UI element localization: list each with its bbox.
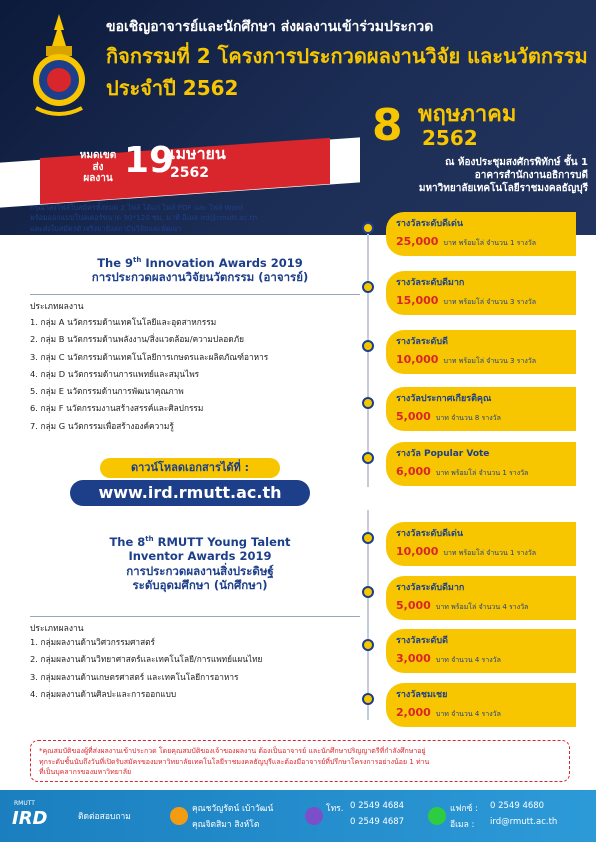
timeline-pin: [362, 281, 374, 293]
prize-title: รางวัลระดับดี: [396, 636, 448, 646]
phone-label: โทร.: [326, 804, 344, 814]
section2-title-text: The 8: [109, 535, 146, 549]
university-emblem-icon: [28, 12, 90, 122]
fax-label: แฟกซ์ :: [450, 804, 478, 814]
venue-line: อาคารสำนักงานอธิการบดี: [474, 170, 588, 181]
prize-detail: บาท พร้อมโล่ จำนวน 4 รางวัล: [435, 603, 529, 611]
timeline-pin: [362, 452, 374, 464]
section2-title-text: RMUTT Young Talent: [153, 535, 291, 549]
prize-amount: 25,000: [396, 235, 439, 248]
notice-line: ที่เป็นบุคลากรของมหาวิทยาลัย: [39, 768, 132, 776]
list-item: 2. กลุ่ม B นวัตกรรมด้านพลังงาน/สิ่งแวดล้อม/ความปลอดภัย: [30, 334, 244, 345]
section1-title-text: Innovation Awards 2019: [141, 256, 303, 270]
download-link[interactable]: www.ird.rmutt.ac.th: [70, 480, 310, 506]
phone-number[interactable]: 0 2549 4687: [350, 817, 405, 827]
prize-title: รางวัลระดับดีเด่น: [396, 219, 463, 229]
event-venue: [360, 156, 588, 195]
prize-detail: บาท พร้อมโล่ จำนวน 1 รางวัล: [443, 549, 536, 557]
deadline-label: [78, 150, 118, 185]
notice-line: ทุกระดับชั้นนับถึงวันที่เปิดรับสมัครของมหาวิทยาลัยเทคโนโลยีราชมงคลธัญบุรีและต้องมีอาจารย์ที่ปรึกษาโครงการอย่างน้อย 1 ท่าน: [39, 757, 430, 766]
list-item: 1. กลุ่ม A นวัตกรรมด้านเทคโนโลยีและอุตสาหกรรม: [30, 317, 217, 327]
section1-title: [40, 256, 360, 285]
section1-title-text: The 9: [97, 256, 134, 270]
section1-category-heading: ประเภทผลงาน: [30, 302, 84, 312]
section2-heading-line2: Inventor Awards 2019: [128, 549, 272, 564]
submission-note: [30, 203, 340, 234]
timeline-pin: [362, 397, 374, 409]
section2-category-heading: ประเภทผลงาน: [30, 624, 84, 634]
list-item: 4. กลุ่มผลงานด้านศิลปะและการออกแบบ: [30, 688, 177, 699]
list-item: 5. กลุ่ม E นวัตกรรมด้านการพัฒนาคุณภาพ: [30, 386, 184, 397]
list-item: 4. กลุ่ม D นวัตกรรมด้านการแพทย์และสมุนไพร: [30, 368, 200, 379]
venue-line: มหาวิทยาลัยเทคโนโลยีราชมงคลธัญบุรี: [418, 183, 588, 194]
timeline-pin: [362, 693, 374, 705]
event-year: 2562: [422, 126, 478, 150]
eligibility-notice: [30, 740, 570, 782]
event-day: 8: [372, 100, 403, 151]
footer-logo: IRD: [12, 808, 48, 829]
person-icon: [170, 807, 188, 825]
prize-card: [386, 387, 576, 431]
list-item: 7. กลุ่ม G นวัตกรรมเพื่อสร้างองค์ความรู้: [30, 420, 174, 431]
prize-detail: บาท พร้อมโล่ จำนวน 1 รางวัล: [443, 239, 536, 247]
prize-title: รางวัลระดับดี: [396, 337, 448, 347]
submission-note-line: กรุณาส่งไฟล์ใบสมัครทั้งหมด 2 ไฟล์ ได้แก่ ไฟล์ PDF และ ไฟล์ Word: [30, 203, 243, 212]
deadline-label-line: ส่ง: [92, 161, 104, 173]
prize-title: รางวัลระดับดีมาก: [396, 278, 465, 288]
prize-card: [386, 212, 576, 256]
prize-amount: 2,000: [396, 706, 431, 719]
section2-divider: [30, 616, 360, 617]
timeline-line: [367, 222, 369, 487]
prize-title: รางวัล Popular Vote: [396, 449, 490, 459]
download-label: ดาวน์โหลดเอกสารได้ที่ :: [100, 458, 280, 478]
prize-detail: บาท จำนวน 4 รางวัล: [435, 656, 501, 664]
section2-subtitle: การประกวดผลงานสิ่งประดิษฐ์: [126, 563, 274, 578]
section1-divider: [30, 294, 360, 295]
prize-card: [386, 683, 576, 727]
prize-detail: บาท พร้อมโล่ จำนวน 3 รางวัล: [443, 357, 536, 365]
prize-amount: 10,000: [396, 353, 439, 366]
prize-detail: บาท จำนวน 8 รางวัล: [435, 414, 501, 422]
prize-amount: 5,000: [396, 410, 431, 423]
fax-number: 0 2549 4680: [490, 801, 545, 811]
page-title-year: ประจำปี 2562: [106, 76, 239, 100]
section2-heading: [40, 535, 360, 549]
phone-icon: [305, 807, 323, 825]
prize-title: รางวัลชมเชย: [396, 690, 448, 700]
invitation-text: ขอเชิญอาจารย์และนักศึกษา ส่งผลงานเข้าร่วมประกวด: [106, 19, 434, 35]
list-item: 6. กลุ่ม F นวัตกรรมงานสร้างสรรค์และศิลปกรรม: [30, 403, 204, 414]
prize-amount: 5,000: [396, 599, 431, 612]
section2-category-list: [30, 634, 360, 703]
email-label: อีเมล :: [450, 820, 475, 830]
deadline-month: เมษายน: [170, 144, 226, 163]
phone-number[interactable]: 0 2549 4684: [350, 801, 405, 811]
section1-title-sup: th: [133, 256, 142, 265]
event-month: พฤษภาคม: [418, 102, 517, 127]
timeline-pin: [362, 639, 374, 651]
list-item: 3. กลุ่ม C นวัตกรรมด้านเทคโนโลยีการเกษตรและผลิตภัณฑ์อาหาร: [30, 351, 269, 362]
deadline-year: 2562: [170, 165, 209, 181]
list-item: 1. กลุ่มผลงานด้านวิศวกรรมศาสตร์: [30, 637, 156, 647]
prize-title: รางวัลระดับดีเด่น: [396, 529, 463, 539]
prize-detail: บาท พร้อมโล่ จำนวน 1 รางวัล: [435, 469, 529, 477]
notice-line: *คุณสมบัติของผู้ที่ส่งผลงานเข้าประกวด โดยคุณสมบัติของเจ้าของผลงาน ต้องเป็นอาจารย์ และนักศึกษาปริญญาตรีที่กำลังศึกษาอยู่: [39, 747, 426, 755]
timeline-pin: [362, 222, 374, 234]
deadline-day: 19: [124, 140, 175, 181]
section2-title: [40, 535, 360, 593]
prize-amount: 3,000: [396, 652, 431, 665]
contact-person: คุณจิตสิมา สิงห์โต: [192, 820, 260, 830]
contact-label: ติดต่อสอบถาม: [78, 812, 131, 822]
section1-heading: [40, 256, 360, 270]
submission-note-line: พร้อมออกแบบโปสเตอร์ขนาด 90*120 ซม. มาที่ อีเมล ird@rmutt.ac.th: [30, 213, 258, 223]
prize-card: [386, 522, 576, 566]
prize-card: [386, 442, 576, 486]
fax-email-icon: [428, 807, 446, 825]
timeline-pin: [362, 340, 374, 352]
prize-amount: 15,000: [396, 294, 439, 307]
prize-detail: บาท พร้อมโล่ จำนวน 3 รางวัล: [443, 298, 536, 306]
page-title: กิจกรรมที่ 2 โครงการประกวดผลงานวิจัย และนวัตกรรม: [106, 44, 588, 68]
section2-title-sup: th: [145, 535, 154, 544]
list-item: 3. กลุ่มผลงานด้านเกษตรศาสตร์ และเทคโนโลยีการอาหาร: [30, 671, 239, 682]
prize-card: [386, 271, 576, 315]
prize-card: [386, 629, 576, 673]
prize-amount: 6,000: [396, 465, 431, 478]
prize-card: [386, 330, 576, 374]
contact-person: คุณชวัญรัตน์ เบ้าวัฒน์: [192, 804, 274, 814]
prize-title: รางวัลระดับดีมาก: [396, 583, 465, 593]
deadline-label-line: ผลงาน: [83, 173, 113, 184]
prize-detail: บาท จำนวน 4 รางวัล: [435, 710, 501, 718]
email-address[interactable]: ird@rmutt.ac.th: [490, 817, 558, 827]
prize-amount: 10,000: [396, 545, 439, 558]
deadline-label-line: หมดเขต: [79, 150, 117, 161]
venue-line: ณ ห้องประชุมสงศักรพิทักษ์ ชั้น 1: [445, 157, 588, 168]
submission-note-line: และส่งใบสมัครตัวจริงมายังสถาบันวิจัยและพัฒนา: [30, 223, 182, 233]
section1-subtitle: การประกวดผลงานวิจัยนวัตกรรม (อาจารย์): [91, 270, 309, 285]
section2-subtitle: ระดับอุดมศึกษา (นักศึกษา): [132, 578, 268, 593]
prize-title: รางวัลประกาศเกียรติคุณ: [396, 394, 492, 404]
list-item: 2. กลุ่มผลงานด้านวิทยาศาสตร์และเทคโนโลยี/การแพทย์แผนไทย: [30, 654, 263, 665]
footer-brand-small: RMUTT: [14, 800, 35, 807]
timeline-pin: [362, 586, 374, 598]
timeline-pin: [362, 532, 374, 544]
section1-category-list: [30, 314, 360, 435]
prize-card: [386, 576, 576, 620]
